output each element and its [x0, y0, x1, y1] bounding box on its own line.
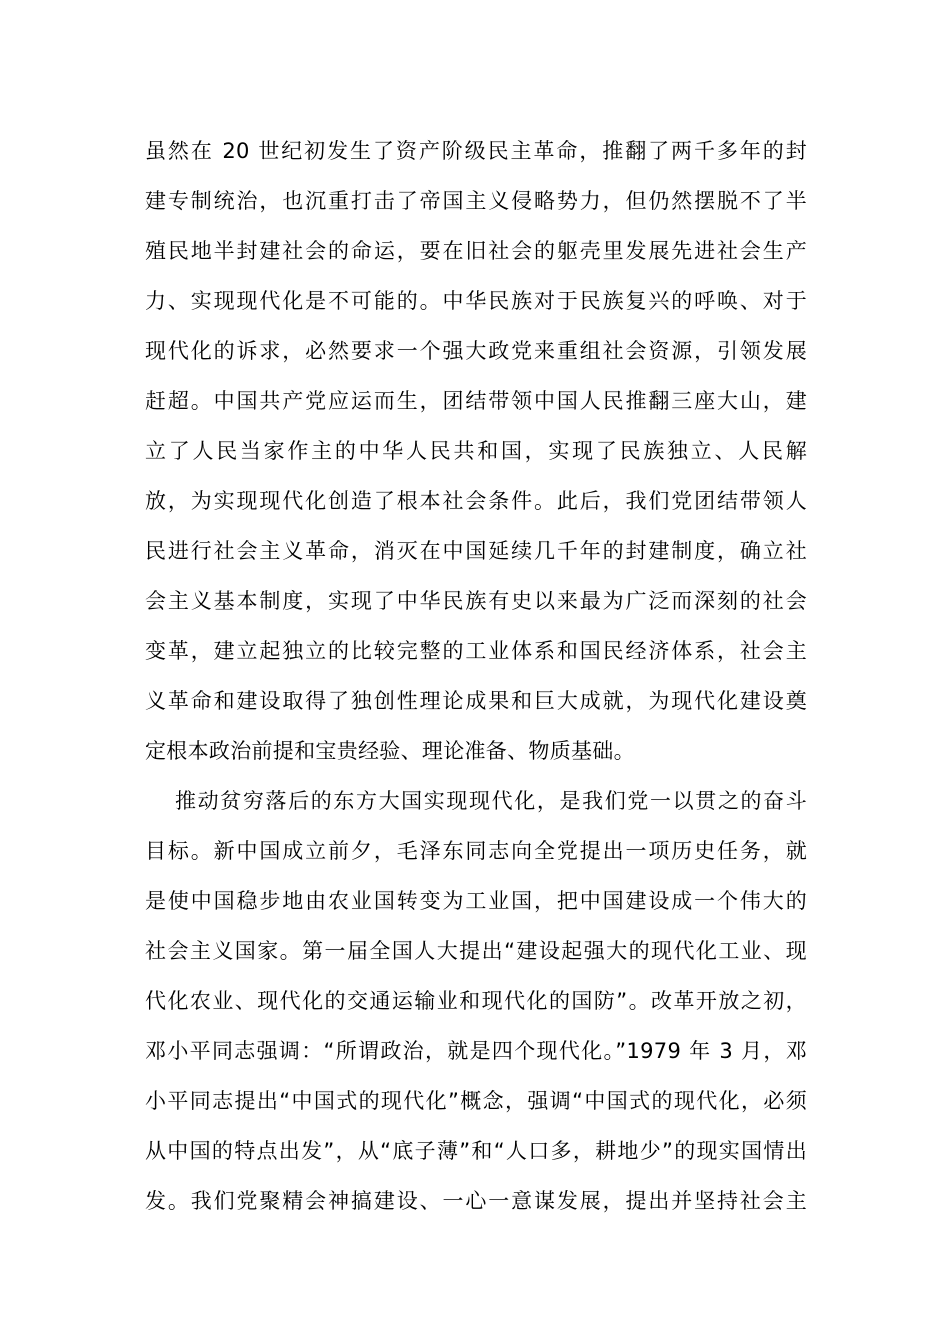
text-line: 会主义基本制度，实现了中华民族有史以来最为广泛而深刻的社会 [145, 589, 807, 613]
text-line: 社会主义国家。第一届全国人大提出“建设起强大的现代化工业、现 [145, 939, 807, 963]
text-line: 民进行社会主义革命，消灭在中国延续几千年的封建制度，确立社 [145, 539, 807, 563]
text-line: 变革，建立起独立的比较完整的工业体系和国民经济体系，社会主 [145, 639, 807, 663]
text-line: 殖民地半封建社会的命运，要在旧社会的躯壳里发展先进社会生产 [145, 239, 807, 263]
text-line: 力、实现现代化是不可能的。中华民族对于民族复兴的呼唤、对于 [145, 289, 807, 313]
text-line: 虽然在 20 世纪初发生了资产阶级民主革命，推翻了两千多年的封 [145, 139, 807, 163]
text-line: 赶超。中国共产党应运而生，团结带领中国人民推翻三座大山，建 [145, 389, 807, 413]
body-text [145, 126, 807, 1226]
text-line: 目标。新中国成立前夕，毛泽东同志向全党提出一项历史任务，就 [145, 839, 807, 863]
text-line: 建专制统治，也沉重打击了帝国主义侵略势力，但仍然摆脱不了半 [145, 189, 807, 213]
text-line: 现代化的诉求，必然要求一个强大政党来重组社会资源，引领发展 [145, 339, 807, 363]
text-line: 定根本政治前提和宝贵经验、理论准备、物质基础。 [145, 739, 635, 763]
text-line: 发。我们党聚精会神搞建设、一心一意谋发展，提出并坚持社会主 [145, 1189, 807, 1213]
text-line: 推动贫穷落后的东方大国实现现代化，是我们党一以贯之的奋斗 [175, 789, 807, 813]
text-line: 代化农业、现代化的交通运输业和现代化的国防”。改革开放之初， [145, 989, 807, 1013]
text-line: 立了人民当家作主的中华人民共和国，实现了民族独立、人民解 [145, 439, 807, 463]
text-line: 义革命和建设取得了独创性理论成果和巨大成就，为现代化建设奠 [145, 689, 807, 713]
text-line: 邓小平同志强调：“所谓政治，就是四个现代化。”1979 年 3 月，邓 [145, 1039, 807, 1063]
text-line: 小平同志提出“中国式的现代化”概念，强调“中国式的现代化，必须 [145, 1089, 807, 1113]
text-line: 放，为实现现代化创造了根本社会条件。此后，我们党团结带领人 [145, 489, 807, 513]
text-line: 是使中国稳步地由农业国转变为工业国，把中国建设成一个伟大的 [145, 889, 807, 913]
text-line: 从中国的特点出发”，从“底子薄”和“人口多，耕地少”的现实国情出 [145, 1139, 807, 1163]
